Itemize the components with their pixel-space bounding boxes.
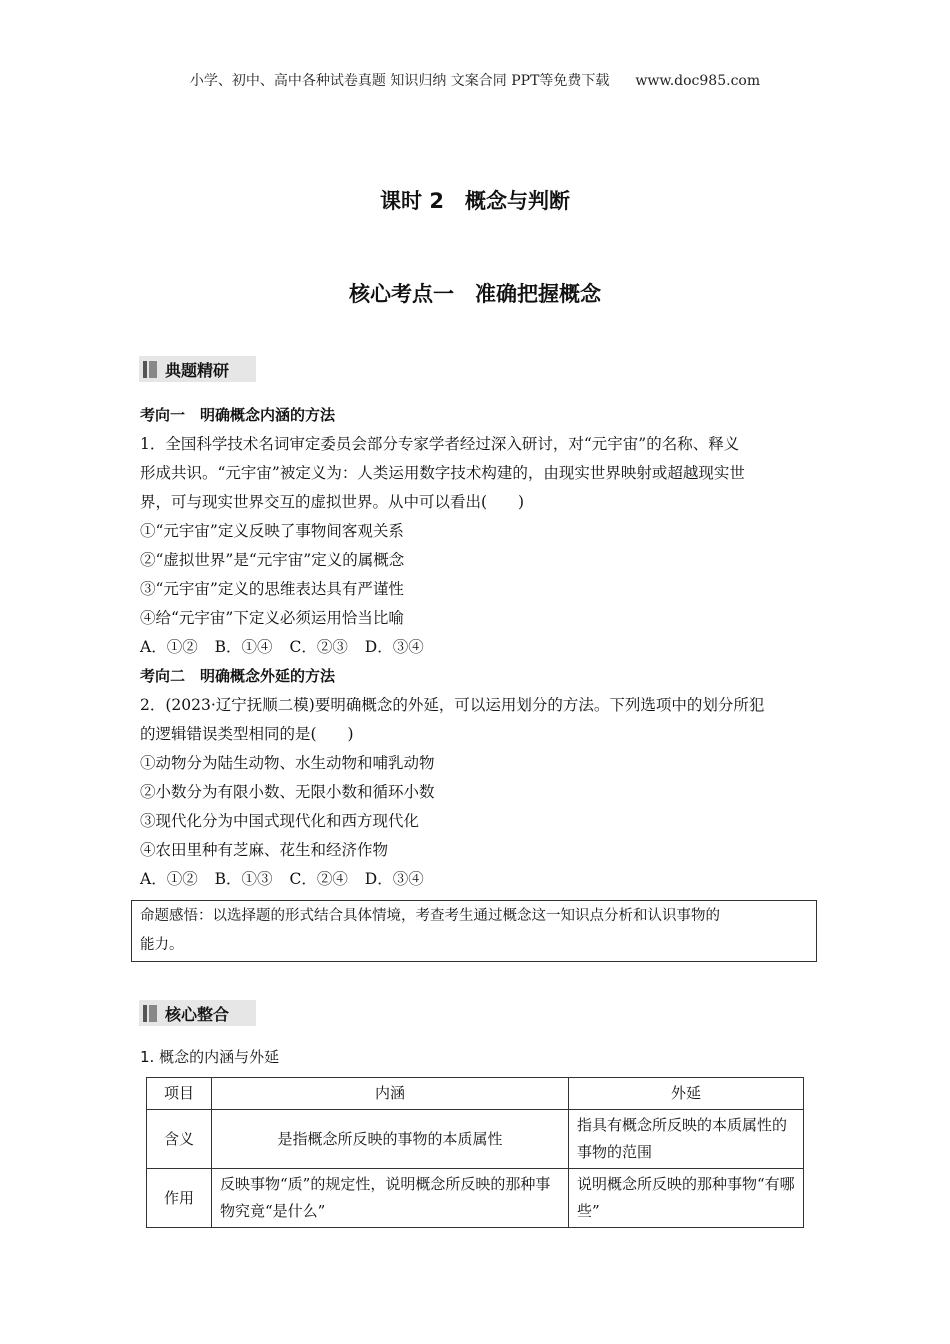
- questions-block: [140, 401, 812, 894]
- insight-note-box: [131, 900, 817, 962]
- tag-bar-icon: [149, 361, 157, 378]
- q1-stem-line: 形成共识。“元宇宙”被定义为：人类运用数字技术构建的，由现实世界映射或超越现实世: [140, 464, 745, 482]
- q2-item: ④农田里种有芝麻、花生和经济作物: [140, 841, 389, 859]
- page-header: [0, 70, 950, 90]
- q1-subhead: 考向一 明确概念内涵的方法: [140, 406, 336, 424]
- q2-option-d[interactable]: D．③④: [364, 870, 424, 888]
- q1-stem-line: 界，可与现实世界交互的虚拟世界。从中可以看出( ): [140, 493, 525, 511]
- note-line: 能力。: [140, 937, 184, 953]
- core-content: [140, 1044, 812, 1070]
- table-header-row: [147, 1078, 804, 1110]
- table-cell: 反映事物“质”的规定性，说明概念所反映的那种事物究竟“是什么”: [212, 1169, 569, 1228]
- table-header-cell: 外延: [569, 1078, 804, 1110]
- q1-options: [140, 633, 812, 662]
- core-heading: 1. 概念的内涵与外延: [140, 1048, 280, 1066]
- q2-option-a[interactable]: A．①②: [140, 870, 198, 888]
- q1-item: ②“虚拟世界”是“元宇宙”定义的属概念: [140, 551, 405, 569]
- q1-item: ③“元宇宙”定义的思维表达具有严谨性: [140, 580, 404, 598]
- q2-options: [140, 865, 812, 894]
- q2-item: ①动物分为陆生动物、水生动物和哺乳动物: [140, 754, 435, 772]
- header-text: 小学、初中、高中各种试卷真题 知识归纳 文案合同 PPT等免费下载: [189, 73, 610, 89]
- q1-item: ①“元宇宙”定义反映了事物间客观关系: [140, 522, 404, 540]
- q2-option-b[interactable]: B．①③: [214, 870, 273, 888]
- q1-item: ④给“元宇宙”下定义必须运用恰当比喻: [140, 609, 404, 627]
- q2-item: ③现代化分为中国式现代化和西方现代化: [140, 812, 420, 830]
- table-row: [147, 1110, 804, 1169]
- table-header-cell: 内涵: [212, 1078, 569, 1110]
- q1-stem-line: 1．全国科学技术名词审定委员会部分专家学者经过深入研讨，对“元宇宙”的名称、释义: [140, 435, 740, 453]
- table-cell: 指具有概念所反映的本质属性的事物的范围: [569, 1110, 804, 1169]
- q2-subhead: 考向二 明确概念外延的方法: [140, 667, 336, 685]
- tag-bar-icon: [143, 1005, 147, 1022]
- section-tag-typical-questions: [139, 356, 256, 382]
- header-site-link[interactable]: www.doc985.com: [635, 73, 761, 89]
- table-cell: 说明概念所反映的那种事物“有哪些”: [569, 1169, 804, 1228]
- q2-stem-line: 2．(2023·辽宁抚顺二模)要明确概念的外延，可以运用划分的方法。下列选项中的划分所犯: [140, 696, 765, 714]
- q1-option-a[interactable]: A．①②: [140, 638, 198, 656]
- section-label: 典题精研: [165, 360, 230, 380]
- table-row: [147, 1169, 804, 1228]
- q2-item: ②小数分为有限小数、无限小数和循环小数: [140, 783, 435, 801]
- tag-bar-icon: [149, 1005, 157, 1022]
- section-tag-core-integration: [139, 1000, 256, 1026]
- lesson-title: 课时 2 概念与判断: [380, 189, 570, 213]
- q2-option-c[interactable]: C．②④: [289, 870, 348, 888]
- q1-option-c[interactable]: C．②③: [289, 638, 348, 656]
- tag-bar-icon: [143, 361, 147, 378]
- concept-table: [146, 1077, 804, 1228]
- note-line: 命题感悟：以选择题的形式结合具体情境，考查考生通过概念这一知识点分析和认识事物的: [140, 908, 720, 924]
- table-row-head: 作用: [147, 1169, 212, 1228]
- q2-stem-line: 的逻辑错误类型相同的是( ): [140, 725, 354, 743]
- table-header-cell: 项目: [147, 1078, 212, 1110]
- table-cell: 是指概念所反映的事物的本质属性: [212, 1110, 569, 1169]
- q1-option-b[interactable]: B．①④: [214, 638, 273, 656]
- point-title: 核心考点一 准确把握概念: [349, 282, 601, 306]
- table-row-head: 含义: [147, 1110, 212, 1169]
- section-label: 核心整合: [165, 1004, 230, 1024]
- q1-option-d[interactable]: D．③④: [364, 638, 424, 656]
